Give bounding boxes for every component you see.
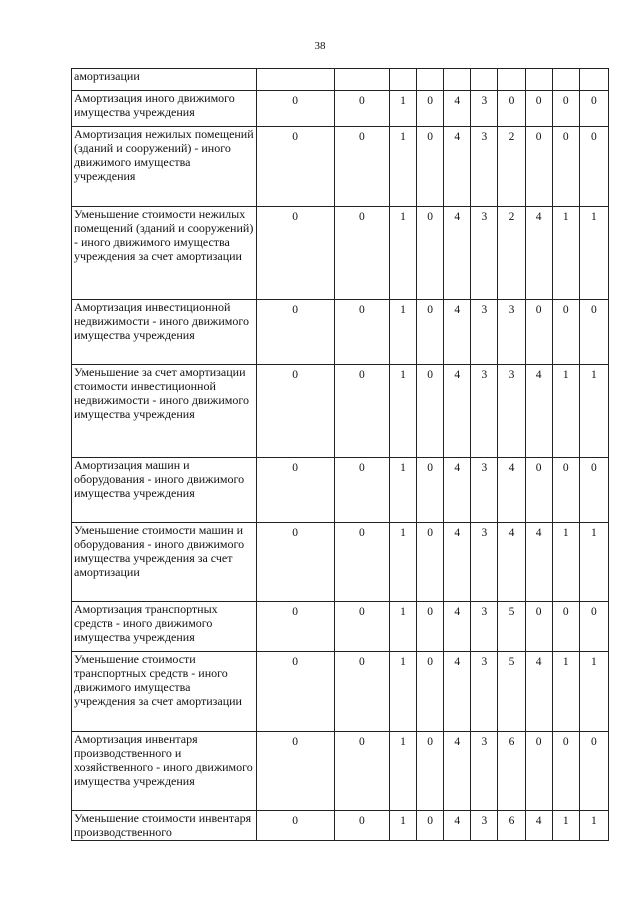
code-digit-cell: 0 <box>579 91 608 127</box>
table-row <box>72 523 609 602</box>
code-digit-cell: 0 <box>525 732 552 811</box>
code-digit-cell: 2 <box>498 127 525 207</box>
code-digit-cell: 0 <box>256 732 334 811</box>
code-digit-cell: 0 <box>417 523 444 602</box>
code-digit-cell: 0 <box>552 91 579 127</box>
code-digit-cell: 0 <box>334 732 389 811</box>
table-row <box>72 91 609 127</box>
code-digit-cell <box>525 69 552 91</box>
code-digit-cell: 1 <box>579 523 608 602</box>
code-digit-cell: 1 <box>390 652 417 732</box>
row-name-cell: Амортизация машин и оборудования - иного движимого имущества учреждения <box>72 458 257 523</box>
table-row <box>72 811 609 841</box>
row-name-cell: Амортизация транспортных средств - иного движимого имущества учреждения <box>72 602 257 652</box>
code-digit-cell: 0 <box>579 127 608 207</box>
table-row <box>72 652 609 732</box>
code-digit-cell: 0 <box>334 523 389 602</box>
code-digit-cell: 0 <box>334 91 389 127</box>
code-digit-cell: 5 <box>498 652 525 732</box>
code-digit-cell <box>498 69 525 91</box>
code-digit-cell: 1 <box>552 652 579 732</box>
code-digit-cell: 4 <box>498 458 525 523</box>
code-digit-cell: 1 <box>390 602 417 652</box>
code-digit-cell <box>256 69 334 91</box>
code-digit-cell: 1 <box>552 523 579 602</box>
code-digit-cell: 3 <box>471 365 498 458</box>
code-digit-cell <box>471 69 498 91</box>
code-digit-cell: 0 <box>525 458 552 523</box>
row-name-cell: Уменьшение стоимости транспортных средств - иного движимого имущества учреждения за счет амортизации <box>72 652 257 732</box>
code-digit-cell: 0 <box>256 652 334 732</box>
code-digit-cell: 0 <box>552 732 579 811</box>
code-digit-cell: 0 <box>334 458 389 523</box>
code-digit-cell: 0 <box>417 652 444 732</box>
code-digit-cell: 0 <box>525 300 552 365</box>
code-digit-cell: 0 <box>417 458 444 523</box>
code-digit-cell: 4 <box>444 602 471 652</box>
code-digit-cell: 1 <box>390 91 417 127</box>
code-digit-cell: 4 <box>525 811 552 841</box>
code-digit-cell: 3 <box>471 652 498 732</box>
table-row <box>72 300 609 365</box>
code-digit-cell: 1 <box>390 732 417 811</box>
code-digit-cell: 0 <box>579 602 608 652</box>
code-digit-cell: 1 <box>390 127 417 207</box>
code-digit-cell: 4 <box>444 732 471 811</box>
code-digit-cell: 1 <box>390 811 417 841</box>
code-digit-cell: 0 <box>334 811 389 841</box>
code-digit-cell: 4 <box>444 458 471 523</box>
code-digit-cell: 4 <box>444 91 471 127</box>
code-digit-cell: 6 <box>498 732 525 811</box>
code-digit-cell: 4 <box>444 127 471 207</box>
code-digit-cell: 0 <box>256 365 334 458</box>
code-digit-cell: 0 <box>334 207 389 300</box>
code-digit-cell: 1 <box>579 811 608 841</box>
code-digit-cell: 3 <box>471 602 498 652</box>
code-digit-cell: 3 <box>471 732 498 811</box>
code-digit-cell: 4 <box>525 207 552 300</box>
code-digit-cell: 0 <box>417 127 444 207</box>
code-digit-cell: 0 <box>417 811 444 841</box>
code-digit-cell: 0 <box>334 300 389 365</box>
table-row <box>72 127 609 207</box>
code-digit-cell: 0 <box>525 91 552 127</box>
code-digit-cell: 3 <box>498 300 525 365</box>
code-digit-cell: 4 <box>444 300 471 365</box>
table-row <box>72 207 609 300</box>
page-number: 38 <box>314 40 326 52</box>
code-digit-cell: 3 <box>471 91 498 127</box>
code-digit-cell: 0 <box>334 127 389 207</box>
code-digit-cell: 0 <box>417 365 444 458</box>
code-digit-cell: 0 <box>417 91 444 127</box>
code-digit-cell: 1 <box>579 652 608 732</box>
code-digit-cell: 3 <box>471 127 498 207</box>
code-digit-cell: 3 <box>471 523 498 602</box>
account-codes-table <box>71 68 609 841</box>
code-digit-cell <box>390 69 417 91</box>
code-digit-cell: 1 <box>552 207 579 300</box>
row-name-cell: Амортизация нежилых помещений (зданий и сооружений) - иного движимого имущества учреждения <box>72 127 257 207</box>
code-digit-cell: 0 <box>417 602 444 652</box>
code-digit-cell: 0 <box>334 602 389 652</box>
code-digit-cell: 0 <box>256 127 334 207</box>
table-row <box>72 458 609 523</box>
code-digit-cell: 0 <box>417 300 444 365</box>
code-digit-cell: 0 <box>417 207 444 300</box>
code-digit-cell: 4 <box>444 811 471 841</box>
code-digit-cell: 1 <box>390 523 417 602</box>
code-digit-cell: 4 <box>525 652 552 732</box>
code-digit-cell: 0 <box>256 207 334 300</box>
row-name-cell: Амортизация иного движимого имущества учреждения <box>72 91 257 127</box>
code-digit-cell: 1 <box>390 207 417 300</box>
code-digit-cell: 0 <box>579 300 608 365</box>
code-digit-cell: 0 <box>256 300 334 365</box>
code-digit-cell: 0 <box>256 602 334 652</box>
code-digit-cell: 3 <box>471 300 498 365</box>
table-row <box>72 365 609 458</box>
code-digit-cell: 3 <box>471 458 498 523</box>
code-digit-cell: 4 <box>444 365 471 458</box>
code-digit-cell: 0 <box>552 127 579 207</box>
code-digit-cell: 1 <box>579 365 608 458</box>
code-digit-cell: 0 <box>525 602 552 652</box>
table-row <box>72 69 609 91</box>
code-digit-cell: 0 <box>334 652 389 732</box>
table-row <box>72 732 609 811</box>
code-digit-cell: 4 <box>498 523 525 602</box>
row-name-cell: Уменьшение стоимости машин и оборудования - иного движимого имущества учреждения за счет амортизации <box>72 523 257 602</box>
code-digit-cell: 5 <box>498 602 525 652</box>
table-row <box>72 602 609 652</box>
code-digit-cell: 1 <box>390 365 417 458</box>
row-name-cell: Амортизация инвентаря производственного и хозяйственного - иного движимого имущества учреждения <box>72 732 257 811</box>
code-digit-cell: 4 <box>525 523 552 602</box>
code-digit-cell: 0 <box>256 458 334 523</box>
code-digit-cell: 0 <box>579 458 608 523</box>
code-digit-cell: 0 <box>552 300 579 365</box>
code-digit-cell: 3 <box>471 811 498 841</box>
code-digit-cell: 4 <box>525 365 552 458</box>
code-digit-cell: 1 <box>552 365 579 458</box>
code-digit-cell: 1 <box>390 300 417 365</box>
code-digit-cell: 0 <box>498 91 525 127</box>
code-digit-cell: 4 <box>444 207 471 300</box>
code-digit-cell <box>579 69 608 91</box>
code-digit-cell: 4 <box>444 523 471 602</box>
code-digit-cell: 3 <box>471 207 498 300</box>
code-digit-cell: 0 <box>256 523 334 602</box>
row-name-cell: амортизации <box>72 69 257 91</box>
row-name-cell: Амортизация инвестиционной недвижимости - иного движимого имущества учреждения <box>72 300 257 365</box>
table-body <box>72 69 609 841</box>
row-name-cell: Уменьшение стоимости нежилых помещений (зданий и сооружений) - иного движимого имущества учреждения за счет амортизации <box>72 207 257 300</box>
code-digit-cell: 0 <box>417 732 444 811</box>
code-digit-cell <box>417 69 444 91</box>
code-digit-cell: 4 <box>444 652 471 732</box>
code-digit-cell: 3 <box>498 365 525 458</box>
code-digit-cell: 0 <box>256 91 334 127</box>
code-digit-cell: 0 <box>334 365 389 458</box>
code-digit-cell: 0 <box>256 811 334 841</box>
code-digit-cell: 1 <box>552 811 579 841</box>
code-digit-cell: 0 <box>579 732 608 811</box>
code-digit-cell: 6 <box>498 811 525 841</box>
row-name-cell: Уменьшение стоимости инвентаря производственного <box>72 811 257 841</box>
code-digit-cell: 0 <box>525 127 552 207</box>
code-digit-cell <box>444 69 471 91</box>
code-digit-cell: 0 <box>552 458 579 523</box>
code-digit-cell: 1 <box>579 207 608 300</box>
code-digit-cell: 0 <box>552 602 579 652</box>
row-name-cell: Уменьшение за счет амортизации стоимости инвестиционной недвижимости - иного движимого имущества учреждения <box>72 365 257 458</box>
code-digit-cell <box>334 69 389 91</box>
code-digit-cell <box>552 69 579 91</box>
code-digit-cell: 2 <box>498 207 525 300</box>
code-digit-cell: 1 <box>390 458 417 523</box>
